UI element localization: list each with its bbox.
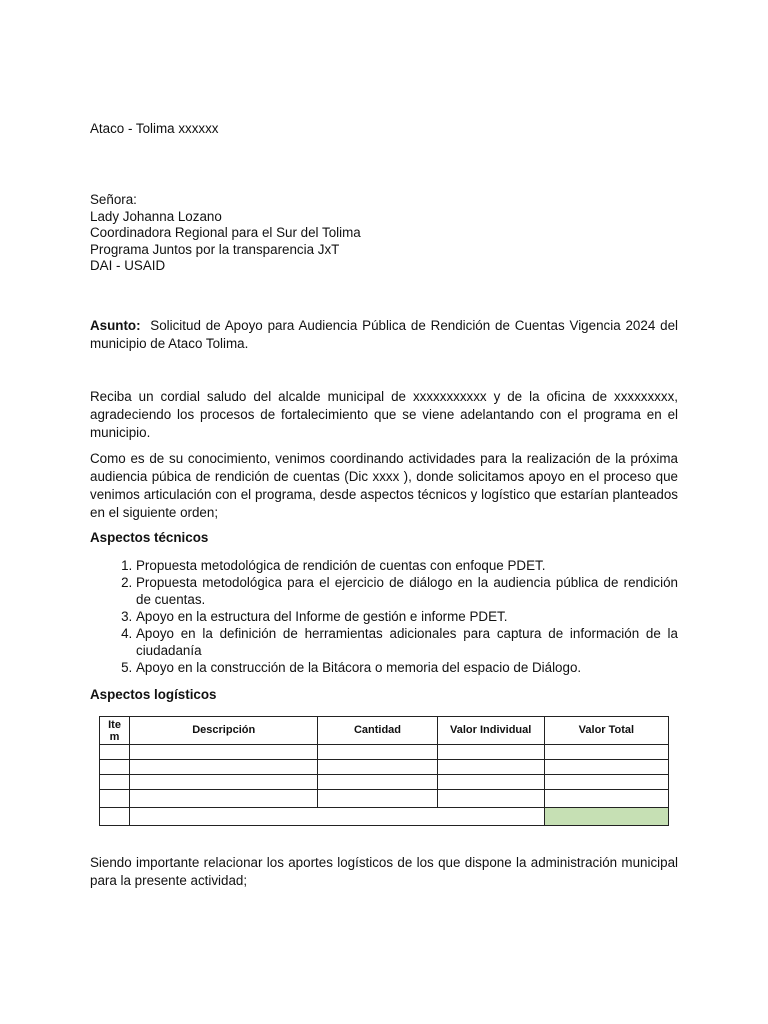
table-total-label-cell[interactable]: [130, 808, 545, 826]
list-item: 5. Apoyo en la construcción de la Bitácora o memoria del espacio de Diálogo.: [136, 659, 678, 676]
table-cell[interactable]: [100, 790, 130, 808]
table-cell[interactable]: [437, 775, 544, 790]
table-cell[interactable]: [100, 745, 130, 760]
col-description: Descripción: [130, 717, 318, 745]
salutation: Señora:: [90, 192, 137, 207]
table-cell[interactable]: [544, 790, 668, 808]
table-row: [100, 760, 669, 775]
logistics-table: [99, 716, 669, 826]
list-item: 3. Apoyo en la estructura del Informe de gestión e informe PDET.: [136, 608, 678, 625]
recipient-org: DAI - USAID: [90, 258, 166, 273]
logistics-heading: Aspectos logísticos: [90, 687, 217, 702]
list-item: 2. Propuesta metodológica para el ejercicio de diálogo en la audiencia pública de rendición de cuentas.: [136, 574, 678, 608]
place-date: Ataco - Tolima xxxxxx: [90, 121, 219, 136]
table-cell[interactable]: [544, 775, 668, 790]
col-total-value: Valor Total: [544, 717, 668, 745]
table-cell[interactable]: [437, 760, 544, 775]
subject: [90, 317, 678, 353]
table-cell[interactable]: [437, 745, 544, 760]
col-quantity: Cantidad: [318, 717, 437, 745]
subject-label: Asunto:: [90, 318, 141, 333]
paragraph-greeting: Reciba un cordial saludo del alcalde municipal de xxxxxxxxxxx y de la oficina de xxxxxxxxx, agradeciendo los procesos de fortalecimiento que se viene adelantando con el programa en el municipio.: [90, 389, 678, 440]
recipient-block: [90, 192, 678, 275]
table-cell[interactable]: [437, 790, 544, 808]
table-row: [100, 775, 669, 790]
table-total-row: [100, 808, 669, 826]
table-cell[interactable]: [318, 745, 437, 760]
table-cell[interactable]: [100, 760, 130, 775]
list-item: 1. Propuesta metodológica de rendición de cuentas con enfoque PDET.: [136, 557, 678, 574]
table-cell[interactable]: [130, 745, 318, 760]
table-cell[interactable]: [130, 760, 318, 775]
subject-text: Solicitud de Apoyo para Audiencia Pública de Rendición de Cuentas Vigencia 2024 del municipio de Ataco Tolima.: [90, 318, 678, 351]
table-row: [100, 745, 669, 760]
recipient-program: Programa Juntos por la transparencia JxT: [90, 241, 340, 257]
table-cell[interactable]: [544, 745, 668, 760]
table-cell[interactable]: [100, 775, 130, 790]
table-cell[interactable]: [130, 790, 318, 808]
tech-list: [90, 557, 678, 676]
table-cell[interactable]: [318, 790, 437, 808]
paragraph-request: Como es de su conocimiento, venimos coordinando actividades para la realización de la próxima audiencia púbica de rendición de cuentas (Dic xxxx ), donde solicitamos apoyo en el proceso que venimos articulación con el programa, desde aspectos técnicos y logístico que estarían planteados en el siguiente orden;: [90, 451, 678, 520]
paragraph-logistics: Siendo importante relacionar los aportes logísticos de los que dispone la administración municipal para la presente actividad;: [90, 855, 678, 888]
recipient-position: Coordinadora Regional para el Sur del Tolima: [90, 225, 361, 240]
recipient-name: Lady Johanna Lozano: [90, 208, 222, 224]
col-unit-value: Valor Individual: [437, 717, 544, 745]
table-cell[interactable]: [544, 760, 668, 775]
list-item: 4. Apoyo en la definición de herramientas adicionales para captura de información de la ciudadanía: [136, 625, 678, 659]
table-cell[interactable]: [100, 808, 130, 826]
table-cell[interactable]: [318, 775, 437, 790]
table-header-row: [100, 717, 669, 745]
table-total-cell[interactable]: [544, 808, 668, 826]
table-row: [100, 790, 669, 808]
tech-heading: Aspectos técnicos: [90, 530, 209, 545]
col-item: Ite m: [100, 717, 130, 745]
table-cell[interactable]: [318, 760, 437, 775]
table-cell[interactable]: [130, 775, 318, 790]
